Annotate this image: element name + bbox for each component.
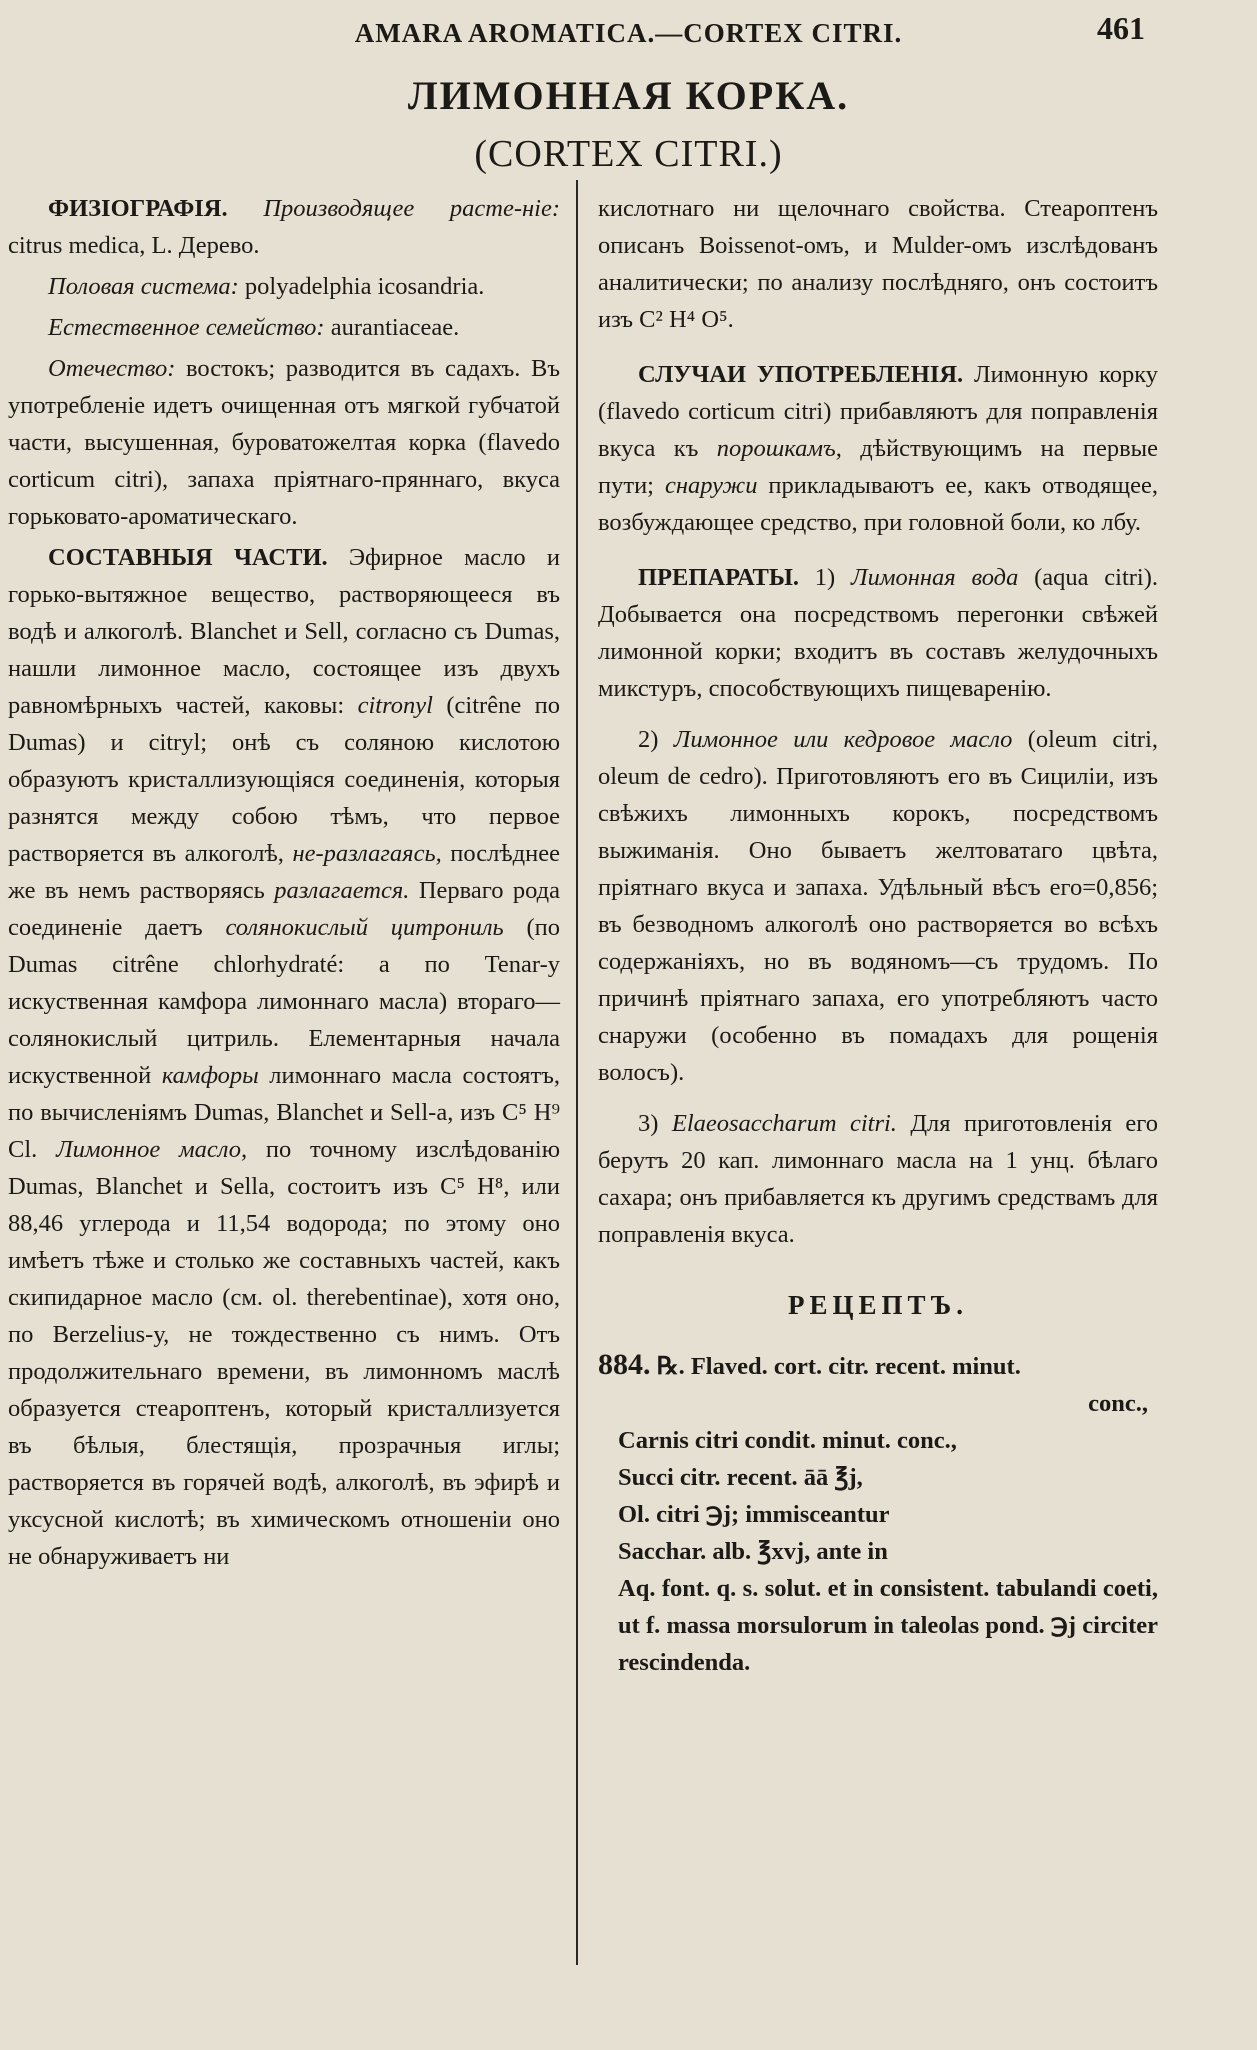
plant-label: Производящее расте-ніе: <box>263 195 560 222</box>
article-subtitle: (CORTEX CITRI.) <box>474 133 783 175</box>
homeland-paragraph <box>8 350 560 535</box>
preparation-2-text: (oleum citri, oleum de cedro). Приготовляютъ его въ Сициліи, изъ свѣжихъ лимонныхъ корокъ, посредствомъ выжиманія. Оно бываетъ желтоватаго цвѣта, пріятнаго вкуса и запаха. Удѣльный вѣсъ его=0,856; въ безводномъ алкоголѣ оно растворяется во всѣхъ содержаніяхъ, но въ водяномъ—съ трудомъ. По причинѣ пріятнаго запаха, его употребляютъ часто снаружи (особенно въ помадахъ для рощенія волосъ). <box>598 726 1159 1086</box>
preparation-1-paragraph <box>598 559 1158 707</box>
preparation-1-number: 1) <box>814 564 836 591</box>
recipe-line-7: Aq. font. q. s. solut. et in consistent. tabulandi coeti, ut f. massa morsulorum in taleolas pond. ℈j circiter rescindenda. <box>618 1575 1158 1676</box>
composition-text-5: (по Dumas citrêne chlorhydraté: а по Tenar-у искуственная камфора лимоннаго масла) втораго—солянокислый цитриль. Елементарныя начала искуственной <box>8 914 560 1089</box>
composition-text-4: Перваго рода соединеніе даетъ <box>8 877 561 941</box>
homeland-text: востокъ; разводится въ садахъ. Въ употребленіе идетъ очищенная отъ мягкой губчатой части, высушенная, буроватожелтая корка (flavedo corticum citri), запаха пріятнаго-пряннаго, вкуса горьковато-ароматическаго. <box>8 355 560 530</box>
physiography-heading: ФИЗІОГРАФІЯ. <box>48 195 228 222</box>
recipe-line-4: Succi citr. recent. āā ℥j, <box>618 1464 863 1491</box>
composition-italic-3: разлагается. <box>274 877 410 904</box>
recipe-line-3: Carnis citri condit. minut. conc., <box>618 1427 957 1454</box>
article-title: ЛИМОННАЯ КОРКА. <box>407 73 850 118</box>
running-head: AMARA AROMATICA.—CORTEX CITRI. <box>354 18 903 48</box>
composition-heading: СОСТАВНЫЯ ЧАСТИ. <box>48 544 328 571</box>
continuation-paragraph <box>598 190 1158 338</box>
preparation-3-number: 3) <box>638 1110 659 1137</box>
physiography-paragraph <box>8 190 560 264</box>
recipe-number: 884. <box>598 1348 651 1381</box>
composition-text-1: Эфирное масло и горько-вытяжное вещество, растворяющееся въ водѣ и алкоголѣ. Blanchet и Sell, согласно съ Dumas, нашли лимонное масло, состоящее изъ двухъ равномѣрныхъ частей, каковы: <box>8 544 560 719</box>
preparation-1-name: Лимонная вода <box>851 564 1019 591</box>
recipe-line-6: Sacchar. alb. ℥xvj, ante in <box>618 1538 888 1565</box>
family-label: Естественное семейство: <box>48 314 325 341</box>
composition-italic-1: citronyl <box>357 692 433 719</box>
homeland-label: Отечество: <box>48 355 176 382</box>
composition-italic-5: камфоры <box>161 1062 259 1089</box>
usage-italic-2: снаружи <box>664 472 758 499</box>
composition-italic-4: солянокислый цитрониль <box>225 914 504 941</box>
usage-heading: СЛУЧАИ УПОТРЕБЛЕНІЯ. <box>638 361 964 388</box>
continuation-text: кислотнаго ни щелочнаго свойства. Стеароптенъ описанъ Boissenot-омъ, и Mulder-омъ изслѣдованъ аналитически; по анализу послѣдняго, онъ состоитъ изъ C² H⁴ O⁵. <box>598 195 1158 333</box>
usage-text-3: прикладываютъ ее, какъ отводящее, возбуждающее средство, при головной боли, ко лбу. <box>598 472 1159 536</box>
column-divider <box>576 180 578 1965</box>
composition-italic-6: Лимонное масло, <box>56 1136 248 1163</box>
usage-text-1: Лимонную корку (flavedo corticum citri) прибавляютъ для поправленія вкуса къ <box>598 361 1158 462</box>
recipe-line-2: conc., <box>1088 1390 1148 1417</box>
right-column <box>598 190 1158 1681</box>
usage-text-2: дѣйствующимъ на первые пути; <box>598 435 1159 499</box>
recipe-heading: РЕЦЕПТЪ. <box>788 1290 968 1320</box>
page-number: 461 <box>1097 10 1145 46</box>
preparations-heading: ПРЕПАРАТЫ. <box>638 564 800 591</box>
composition-text-2: (citrêne по Dumas) и citryl; онѣ съ соляною кислотою образуютъ кристаллизующіяся соединенія, которыя разнятся между собою тѣмъ, что первое растворяется въ алкоголѣ, <box>8 692 561 867</box>
plant-text: citrus medica, L. Дерево. <box>8 232 260 259</box>
preparation-3-name: Elaeosaccharum citri. <box>671 1110 897 1137</box>
composition-italic-2: не-разлагаясь, <box>292 840 442 867</box>
composition-text-7: по точному изслѣдованію Dumas, Blanchet и Sella, состоитъ изъ C⁵ H⁸, или 88,46 углерода и 11,54 водорода; по этому оно имѣетъ тѣже и столько же составныхъ частей, какъ скипидарное масло (см. ol. therebentinae), хотя оно, по Berzelius-у, не тождественно съ нимъ. Отъ продолжительнаго времени, въ лимонномъ маслѣ образуется стеароптенъ, который кристаллизуется въ бѣлыя, блестящія, прозрачныя иглы; растворяется въ горячей водѣ, алкоголѣ, въ эфирѣ и уксусной кислотѣ; въ химическомъ отношеніи оно не обнаруживаетъ ни <box>8 1136 561 1570</box>
preparation-2-paragraph <box>598 721 1158 1091</box>
usage-paragraph <box>598 356 1158 541</box>
recipe-block <box>598 1346 1158 1681</box>
sexual-system-paragraph <box>8 268 560 305</box>
composition-paragraph <box>8 539 560 1575</box>
preparation-3-text: Для приготовленія его берутъ 20 кап. лимоннаго масла на 1 унц. бѣлаго сахара; онъ прибавляется къ другимъ средствамъ для поправленія вкуса. <box>598 1110 1158 1248</box>
preparation-2-name: Лимонное или кедровое масло <box>673 726 1013 753</box>
family-text: aurantiaceae. <box>330 314 460 341</box>
recipe-line-5: Ol. citri ℈j; immisceantur <box>618 1501 890 1528</box>
sexual-system-text: polyadelphia icosandria. <box>244 273 485 300</box>
preparation-1-text: (aqua citri). Добывается она посредствомъ перегонки свѣжей лимонной корки; входитъ въ составъ желудочныхъ микстуръ, способствующихъ пищеваренію. <box>598 564 1159 702</box>
family-paragraph <box>8 309 560 346</box>
composition-text-6: лимоннаго масла состоятъ, по вычисленіямъ Dumas, Blanchet и Sell-a, изъ C⁵ H⁹ Cl. <box>8 1062 561 1163</box>
recipe-line-1-text: ℞. Flaved. cort. citr. recent. minut. <box>656 1353 1021 1380</box>
recipe-line-1 <box>598 1346 1158 1385</box>
composition-text-3: послѣднее же въ немъ растворяясь <box>8 840 560 904</box>
sexual-system-label: Половая система: <box>48 273 239 300</box>
preparation-3-paragraph <box>598 1105 1158 1253</box>
left-column <box>8 190 560 1579</box>
preparation-2-number: 2) <box>638 726 659 753</box>
usage-italic-1: порошкамъ, <box>716 435 842 462</box>
